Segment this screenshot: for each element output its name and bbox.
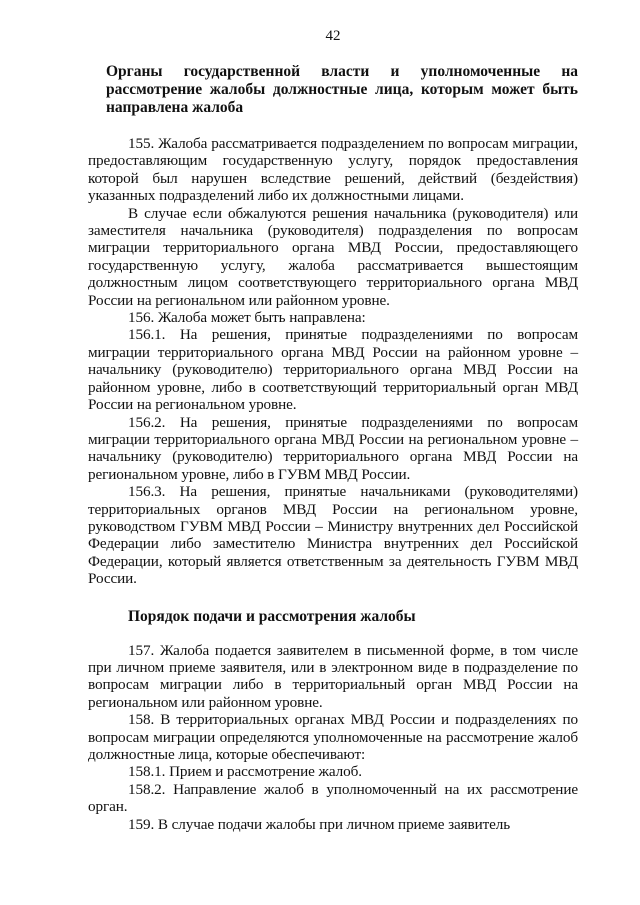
paragraph-156-1: 156.1. На решения, принятые подразделениями по вопросам миграции территориального органа МВД России на районном уровне – начальнику (руководителю) территориального органа МВД России на районном уровне, либо в соответствующий территориальный орган МВД России на региональном уровне.: [88, 326, 578, 414]
paragraph-158-1: 158.1. Прием и рассмотрение жалоб.: [128, 763, 362, 781]
paragraph-155: 155. Жалоба рассматривается подразделением по вопросам миграции, предоставляющим государственную услугу, порядок предоставления которой был нарушен вследствие решений, действий (бездействия) указанных подразделений либо их должностными лицами.: [88, 135, 578, 205]
page-number: 42: [325, 28, 341, 44]
paragraph-156-2: 156.2. На решения, принятые подразделениями по вопросам миграции территориального органа МВД России на региональном уровне – начальнику (руководителю) территориального органа МВД России на региональном уровне, либо в ГУВМ МВД России.: [88, 413, 578, 483]
section-heading-authorities: Органы государственной власти и уполномоченные на рассмотрение жалобы должностные лица, которым может быть направлена жалоба: [106, 63, 578, 116]
section-body-authorities: [88, 135, 578, 588]
paragraph-157: 157. Жалоба подается заявителем в письменной форме, в том числе при личном приеме заявителя, или в электронном виде в подразделение по вопросам миграции либо в территориальный орган МВД России на региональном или районном уровне.: [88, 641, 578, 711]
paragraph-159: 159. В случае подачи жалобы при личном приеме заявитель: [128, 815, 511, 833]
paragraph-158: 158. В территориальных органах МВД России и подразделениях по вопросам миграции определяются уполномоченные на рассмотрение жалоб должностные лица, которые обеспечивают:: [88, 711, 578, 763]
paragraph-158-2: 158.2. Направление жалоб в уполномоченный на их рассмотрение орган.: [88, 780, 578, 816]
document-page: [88, 28, 578, 833]
paragraph-156: 156. Жалоба может быть направлена:: [128, 309, 366, 327]
paragraph-155-appeal: В случае если обжалуются решения начальника (руководителя) или заместителя начальника (руководителя) подразделения по вопросам миграции территориального органа МВД России, предоставляющего государственную услугу, жалоба рассматривается вышестоящим должностным лицом соответствующего территориального органа МВД России на региональном или районном уровне.: [88, 204, 578, 309]
paragraph-156-3: 156.3. На решения, принятые начальниками (руководителями) территориальных органов МВД России на региональном уровне, руководством ГУВМ МВД России – Министру внутренних дел Российской Федерации либо заместителю Министра внутренних дел Российской Федерации, который является ответственным за деятельность ГУВМ МВД России.: [88, 483, 578, 588]
section-body-procedure: [88, 642, 578, 833]
section-heading-procedure: Порядок подачи и рассмотрения жалобы: [128, 607, 416, 625]
